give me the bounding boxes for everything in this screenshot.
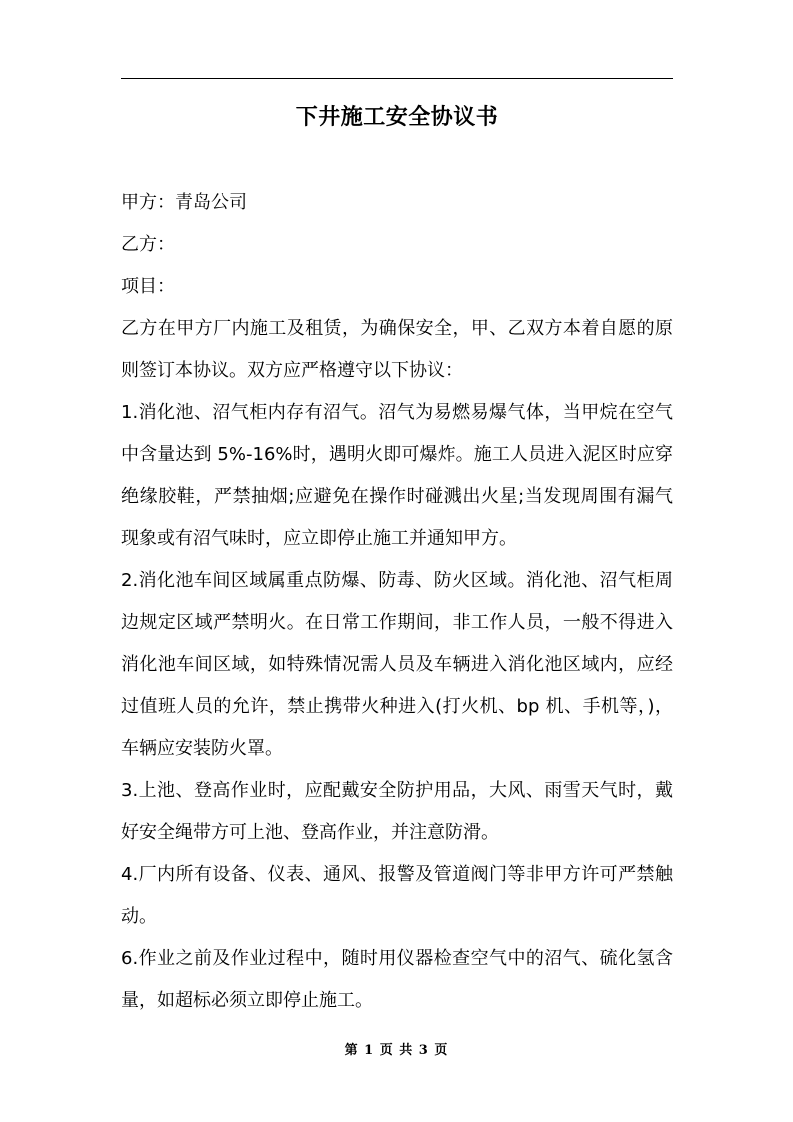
project-line: 项目： (121, 276, 175, 297)
clause-3: 3.上池、登高作业时，应配戴安全防护用品，大风、雨雪天气时，戴好安全绳带方可上池、登高作业，并注意防滑。 (121, 780, 673, 843)
document-body (121, 182, 673, 1022)
page-number: 第 1 页 共 3 页 (344, 1043, 449, 1058)
document-title: 下井施工安全协议书 (295, 105, 499, 130)
party-b-line: 乙方： (121, 234, 175, 255)
intro-paragraph: 乙方在甲方厂内施工及租赁，为确保安全，甲、乙双方本着自愿的原则签订本协议。双方应严格遵守以下协议： (121, 318, 673, 381)
clause-1: 1.消化池、沼气柜内存有沼气。沼气为易燃易爆气体，当甲烷在空气中含量达到 5%-16%时，遇明火即可爆炸。施工人员进入泥区时应穿绝缘胶鞋，严禁抽烟;应避免在操作时碰溅出火星;当发现周围有漏气现象或有沼气味时，应立即停止施工并通知甲方。 (121, 402, 673, 549)
clause-6: 6.作业之前及作业过程中，随时用仪器检查空气中的沼气、硫化氢含量，如超标必须立即停止施工。 (121, 948, 673, 1011)
clause-4: 4.厂内所有设备、仪表、通风、报警及管道阀门等非甲方许可严禁触动。 (121, 864, 673, 927)
party-a-line: 甲方：青岛公司 (121, 192, 247, 213)
clause-2: 2.消化池车间区域属重点防爆、防毒、防火区域。消化池、沼气柜周边规定区域严禁明火。在日常工作期间，非工作人员，一般不得进入消化池车间区域，如特殊情况需人员及车辆进入消化池区域内，应经过值班人员的允许，禁止携带火种进入(打火机、bp 机、手机等，)，车辆应安装防火罩。 (121, 570, 673, 759)
header-rule (121, 78, 673, 79)
